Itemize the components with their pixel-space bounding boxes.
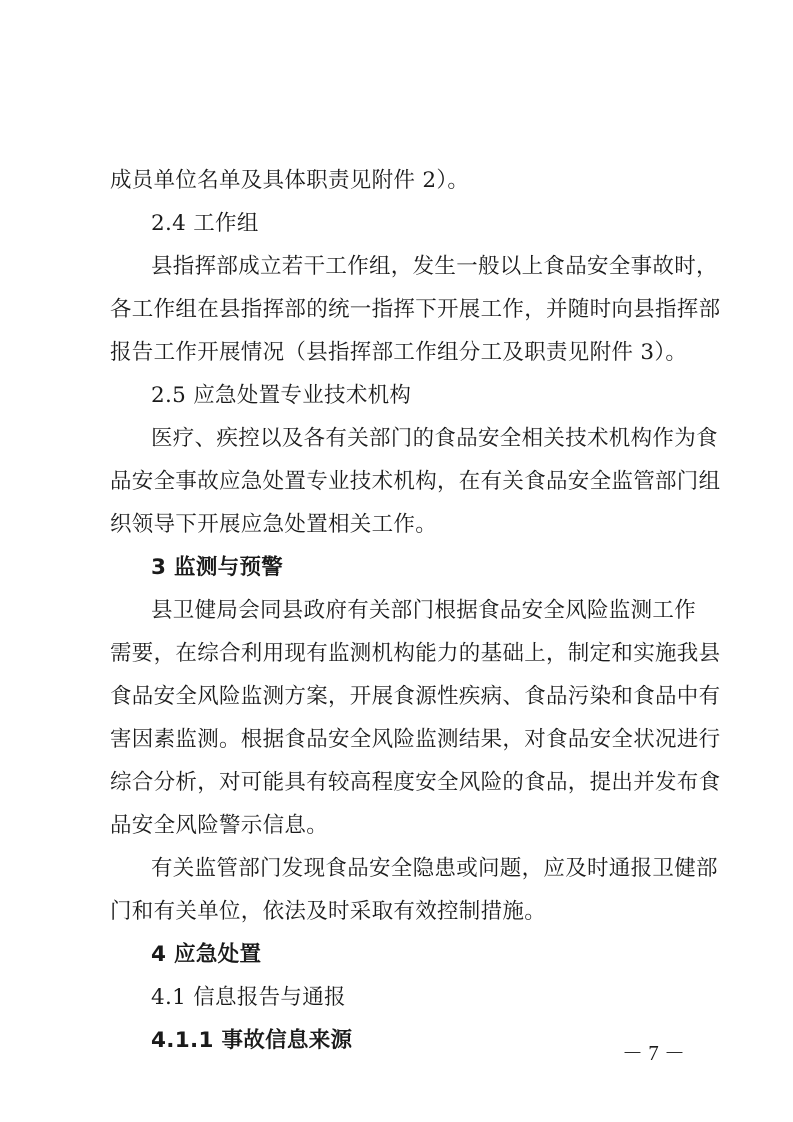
paragraph-line: 织领导下开展应急处置相关工作。 <box>110 512 438 537</box>
paragraph-line: 害因素监测。根据食品安全风险监测结果，对食品安全状况进行 <box>110 727 721 752</box>
section-heading-2-5: 2.5 应急处置专业技术机构 <box>151 383 412 408</box>
paragraph-line: 医疗、疾控以及各有关部门的食品安全相关技术机构作为食 <box>151 426 718 451</box>
page-number: － 7 － <box>622 1041 685 1065</box>
paragraph-line: 品安全风险警示信息。 <box>110 813 329 838</box>
section-heading-4: 4 应急处置 <box>151 942 262 967</box>
section-heading-2-4: 2.4 工作组 <box>151 211 259 236</box>
section-heading-4-1-1: 4.1.1 事故信息来源 <box>151 1028 353 1053</box>
paragraph-line: 成员单位名单及具体职责见附件 2）。 <box>110 168 470 193</box>
paragraph-line: 需要，在综合利用现有监测机构能力的基础上，制定和实施我县 <box>110 641 721 666</box>
paragraph-line: 县指挥部成立若干工作组，发生一般以上食品安全事故时， <box>151 254 718 279</box>
paragraph-line: 各工作组在县指挥部的统一指挥下开展工作，并随时向县指挥部 <box>110 297 721 322</box>
section-heading-3: 3 监测与预警 <box>151 555 284 580</box>
paragraph-line: 门和有关单位，依法及时采取有效控制措施。 <box>110 899 547 924</box>
paragraph-line: 综合分析，对可能具有较高程度安全风险的食品，提出并发布食 <box>110 770 721 795</box>
section-heading-4-1: 4.1 信息报告与通报 <box>151 985 346 1010</box>
paragraph-line: 品安全事故应急处置专业技术机构，在有关食品安全监管部门组 <box>110 469 721 494</box>
paragraph-line: 有关监管部门发现食品安全隐患或问题，应及时通报卫健部 <box>151 856 718 881</box>
paragraph-line: 食品安全风险监测方案，开展食源性疾病、食品污染和食品中有 <box>110 684 721 709</box>
paragraph-line: 县卫健局会同县政府有关部门根据食品安全风险监测工作 <box>151 598 697 623</box>
paragraph-line: 报告工作开展情况（县指挥部工作组分工及职责见附件 3）。 <box>110 340 688 365</box>
